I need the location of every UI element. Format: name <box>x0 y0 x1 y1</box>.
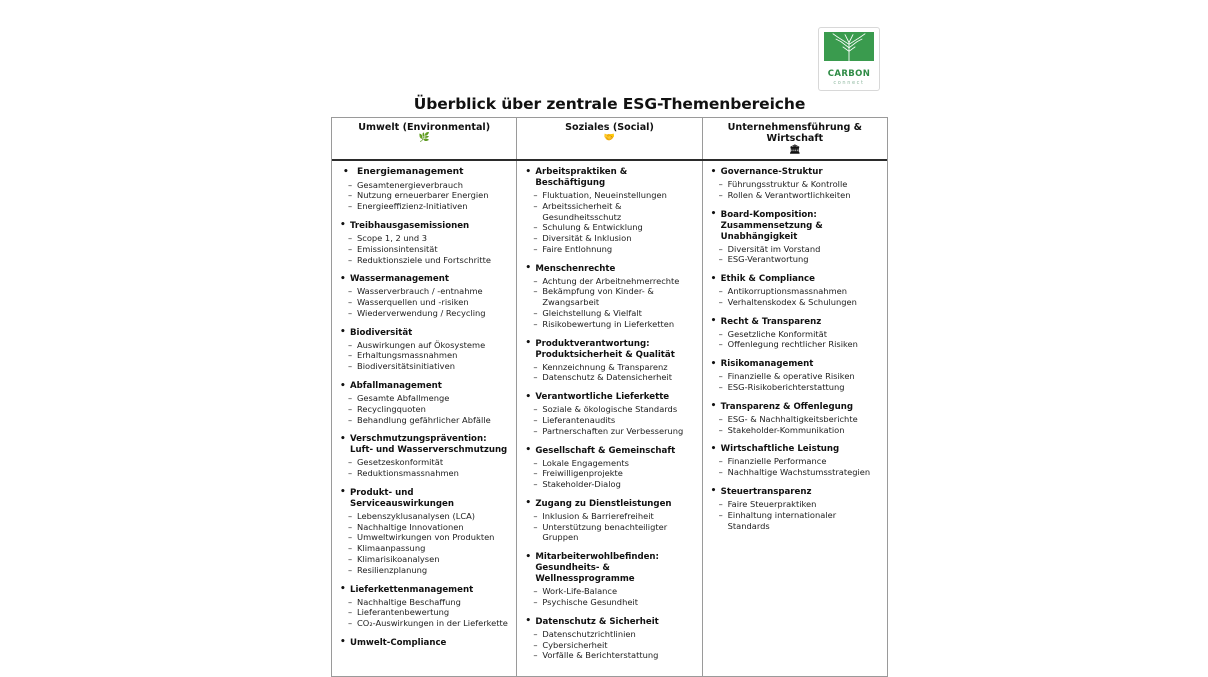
bullet-icon: • <box>340 380 346 391</box>
topic-group <box>710 487 880 531</box>
topic-subitem: – Arbeitssicherheit & Gesundheitsschutz <box>533 200 622 222</box>
topic-subitem: – Wiederverwendung / Recycling <box>348 307 486 318</box>
dash-icon: – <box>718 424 723 435</box>
dash-icon: – <box>718 243 723 254</box>
topic-title: • Produkt- und Serviceauswirkungen <box>340 487 454 509</box>
bullet-icon: • <box>343 166 349 177</box>
topic-group <box>710 317 880 351</box>
topic-title: • Ethik & Compliance <box>710 273 815 285</box>
bullet-icon: • <box>710 209 717 220</box>
dash-icon: – <box>718 189 723 200</box>
topic-subitem: – Führungsstruktur & Kontrolle <box>718 179 848 189</box>
logo-tagline: connect <box>833 80 865 86</box>
topic-subitem: – ESG- & Nachhaltigkeitsberichte <box>718 413 858 424</box>
bullet-icon: • <box>710 273 717 284</box>
topic-title: • Board-Komposition: Zusammensetzung & Unabhängigkeit <box>710 209 823 242</box>
dash-icon: – <box>348 201 353 212</box>
dash-icon: – <box>533 275 538 286</box>
topic-subitem: – Finanzielle & operative Risiken <box>718 371 855 382</box>
column-environmental <box>332 161 516 676</box>
dash-icon: – <box>348 543 353 554</box>
dash-icon: – <box>718 382 723 393</box>
table-body <box>332 161 887 676</box>
topic-title: • Verschmutzungsprävention: Luft- und Wasserverschmutzung <box>340 433 508 456</box>
dash-icon: – <box>348 361 353 372</box>
bullet-icon: • <box>710 401 717 412</box>
topic-group <box>710 167 880 201</box>
esg-topics-table <box>331 117 888 677</box>
column-header-environmental-label: Umwelt (Environmental) <box>358 122 491 133</box>
bullet-icon: • <box>340 433 346 444</box>
topic-subitem: – Fluktuation, Neueinstellungen <box>533 190 667 200</box>
topic-subitem: – Lokale Engagements <box>533 457 629 468</box>
topic-subitem: – Achtung der Arbeitnehmerrechte <box>533 275 680 286</box>
carbon-connect-logo <box>818 27 880 91</box>
dash-icon: – <box>348 521 353 532</box>
column-governance <box>702 161 887 676</box>
topic-subitem: – Datenschutzrichtlinien <box>533 628 636 639</box>
column-header-governance-label: Unternehmensführung & Wirtschaft <box>727 122 863 145</box>
dash-icon: – <box>348 339 353 350</box>
dash-icon: – <box>533 650 538 661</box>
dash-icon: – <box>348 393 353 403</box>
bullet-icon: • <box>340 220 346 231</box>
dash-icon: – <box>718 328 723 339</box>
topic-title: • Menschenrechte <box>525 263 616 274</box>
dash-icon: – <box>718 339 723 350</box>
topic-title: • Transparenz & Offenlegung <box>710 401 853 412</box>
dash-icon: – <box>718 456 723 467</box>
column-header-environmental <box>332 118 516 159</box>
topic-subitem: – Gesamte Abfallmenge <box>348 393 450 403</box>
dash-icon: – <box>533 361 538 372</box>
dash-icon: – <box>533 200 538 211</box>
topic-title: • Energiemanagement <box>343 166 464 177</box>
topic-subitem: – Umweltwirkungen von Produkten <box>348 532 495 543</box>
dash-icon: – <box>348 403 353 414</box>
topic-title: • Lieferkettenmanagement <box>340 584 474 595</box>
bullet-icon: • <box>525 551 532 562</box>
bullet-icon: • <box>525 166 532 177</box>
topic-group <box>524 446 694 490</box>
topic-title: • Biodiversität <box>340 327 413 338</box>
bullet-icon: • <box>525 445 532 455</box>
topic-group <box>710 402 880 436</box>
topic-title: • Recht & Transparenz <box>710 316 822 327</box>
topic-subitem: – Faire Entlohnung <box>533 243 613 254</box>
government-building-icon: 🏛 <box>789 144 801 155</box>
topic-subitem: – ESG-Risikoberichterstattung <box>718 382 845 393</box>
topic-subitem: – Antikorruptionsmassnahmen <box>718 286 848 297</box>
handshake-icon: 🤝 <box>603 133 616 144</box>
topic-group <box>339 328 509 372</box>
topic-subitem: – Bekämpfung von Kinder- & Zwangsarbeit <box>533 286 654 308</box>
dash-icon: – <box>533 457 538 468</box>
dash-icon: – <box>533 372 538 383</box>
dash-icon: – <box>348 190 353 201</box>
bullet-icon: • <box>340 637 346 648</box>
topic-subitem: – Behandlung gefährlicher Abfälle <box>348 414 491 425</box>
topic-subitem: – Energieeffizienz-Initiativen <box>348 201 468 212</box>
topic-subitem: – Wasserquellen und -risiken <box>348 297 469 308</box>
page-title: Überblick über zentrale ESG-Themenbereiche <box>413 95 806 113</box>
topic-group <box>524 339 694 384</box>
topic-subitem: – Rollen & Verantwortlichkeiten <box>718 189 851 200</box>
topic-subitem: – Gesetzliche Konformität <box>718 328 827 339</box>
dash-icon: – <box>348 564 353 575</box>
topic-subitem: – Partnerschaften zur Verbesserung <box>533 425 684 436</box>
topic-group <box>524 167 694 255</box>
bullet-icon: • <box>340 273 346 284</box>
topic-group <box>524 392 694 436</box>
topic-title: • Treibhausgasemissionen <box>340 220 470 231</box>
bullet-icon: • <box>525 338 532 349</box>
topic-subitem: – Cybersicherheit <box>533 639 608 650</box>
topic-group <box>524 264 694 330</box>
topic-group <box>339 221 509 265</box>
topic-subitem: – Klimaanpassung <box>348 543 426 554</box>
topic-title: • Produktverantwortung: Produktsicherheit & Qualität <box>525 338 675 360</box>
topic-title: • Steuertransparenz <box>710 486 812 497</box>
dash-icon: – <box>348 179 353 190</box>
topic-subitem: – Psychische Gesundheit <box>533 596 638 607</box>
bullet-icon: • <box>340 327 346 338</box>
topic-group <box>339 381 509 425</box>
topic-subitem: – Einhaltung internationaler Standards <box>718 509 837 531</box>
topic-group <box>339 167 509 212</box>
dash-icon: – <box>718 509 723 520</box>
topic-subitem: – Nachhaltige Innovationen <box>348 521 464 532</box>
topic-group <box>710 274 880 308</box>
dash-icon: – <box>533 425 538 436</box>
topic-subitem: – Reduktionsziele und Fortschritte <box>348 254 491 265</box>
dash-icon: – <box>718 498 723 509</box>
topic-subitem: – Kennzeichnung & Transparenz <box>533 361 668 372</box>
topic-title: • Wassermanagement <box>340 273 449 285</box>
dash-icon: – <box>533 639 538 650</box>
dash-icon: – <box>533 596 538 607</box>
topic-subitem: – Gesamtenergieverbrauch <box>348 179 463 190</box>
topic-subitem: – CO₂-Auswirkungen in der Lieferkette <box>348 618 508 629</box>
bullet-icon: • <box>710 166 717 177</box>
bullet-icon: • <box>525 391 532 402</box>
topic-subitem: – Lebenszyklusanalysen (LCA) <box>348 510 476 521</box>
dash-icon: – <box>348 532 353 543</box>
dash-icon: – <box>348 243 353 254</box>
dash-icon: – <box>533 190 538 200</box>
dash-icon: – <box>533 586 538 597</box>
dash-icon: – <box>533 414 538 425</box>
table-header-row <box>332 118 887 161</box>
topic-subitem: – Verhaltenskodex & Schulungen <box>718 296 857 307</box>
topic-subitem: – Wasserverbrauch / -entnahme <box>348 286 483 297</box>
topic-subitem: – Offenlegung rechtlicher Risiken <box>718 339 858 350</box>
topic-subitem: – Risikobewertung in Lieferketten <box>533 318 675 329</box>
bullet-icon: • <box>710 486 717 497</box>
topic-subitem: – Nutzung erneuerbarer Energien <box>348 190 489 201</box>
dash-icon: – <box>348 596 353 607</box>
dash-icon: – <box>348 232 353 243</box>
dash-icon: – <box>718 413 723 424</box>
topic-subitem: – Erhaltungsmassnahmen <box>348 350 458 361</box>
dash-icon: – <box>533 404 538 415</box>
topic-subitem: – Scope 1, 2 und 3 <box>348 232 428 243</box>
topic-subitem: – Nachhaltige Beschaffung <box>348 596 461 607</box>
topic-subitem: – Emissionsintensität <box>348 243 438 254</box>
dash-icon: – <box>533 222 538 233</box>
dash-icon: – <box>348 254 353 265</box>
topic-group <box>339 638 509 649</box>
topic-title: • Umwelt-Compliance <box>340 637 447 648</box>
topic-group <box>710 359 880 393</box>
topic-subitem: – Nachhaltige Wachstumsstrategien <box>718 467 871 478</box>
dash-icon: – <box>533 243 538 254</box>
column-header-social-label: Soziales (Social) <box>565 122 654 133</box>
dash-icon: – <box>718 254 723 265</box>
topic-group <box>339 488 509 576</box>
topic-subitem: – Reduktionsmassnahmen <box>348 468 459 479</box>
topic-subitem: – Auswirkungen auf Ökosysteme <box>348 339 486 350</box>
topic-group <box>524 617 694 661</box>
dash-icon: – <box>533 521 538 532</box>
dash-icon: – <box>348 297 353 308</box>
topic-title: • Mitarbeiterwohlbefinden: Gesundheits- & Wellnessprogramme <box>525 551 659 585</box>
column-social <box>516 161 701 676</box>
dash-icon: – <box>348 468 353 479</box>
logo-brand: CARBON <box>827 69 871 79</box>
dash-icon: – <box>348 307 353 318</box>
topic-group <box>339 434 509 479</box>
dash-icon: – <box>348 286 353 297</box>
topic-subitem: – Gesetzeskonformität <box>348 457 444 468</box>
topic-subitem: – Diversität & Inklusion <box>533 233 632 244</box>
bullet-icon: • <box>525 498 532 509</box>
dash-icon: – <box>533 628 538 639</box>
tree-icon <box>824 32 874 61</box>
bullet-icon: • <box>525 263 532 274</box>
topic-subitem: – Resilienzplanung <box>348 564 428 575</box>
dash-icon: – <box>533 308 538 319</box>
bullet-icon: • <box>710 443 717 454</box>
topic-subitem: – Vorfälle & Berichterstattung <box>533 650 659 661</box>
topic-subitem: – ESG-Verantwortung <box>718 254 809 265</box>
topic-title: • Zugang zu Dienstleistungen <box>525 498 672 509</box>
topic-title: • Risikomanagement <box>710 358 814 370</box>
dash-icon: – <box>348 457 353 468</box>
topic-title: • Wirtschaftliche Leistung <box>710 443 840 455</box>
topic-title: • Governance-Struktur <box>710 166 823 177</box>
bullet-icon: • <box>340 487 346 498</box>
herb-leaf-icon: 🌿 <box>418 133 430 144</box>
topic-group <box>524 499 694 543</box>
column-header-social <box>516 118 701 159</box>
topic-subitem: – Freiwilligenprojekte <box>533 468 623 479</box>
topic-subitem: – Lieferantenbewertung <box>348 607 450 618</box>
topic-title: • Arbeitspraktiken & Beschäftigung <box>525 166 628 188</box>
logo-inner <box>824 32 874 86</box>
topic-subitem: – Finanzielle Performance <box>718 456 827 467</box>
topic-group <box>339 585 509 629</box>
topic-subitem: – Inklusion & Barrierefreiheit <box>533 510 654 521</box>
topic-subitem: – Klimarisikoanalysen <box>348 554 440 565</box>
dash-icon: – <box>718 286 723 297</box>
topic-subitem: – Recyclingquoten <box>348 403 426 414</box>
topic-title: • Datenschutz & Sicherheit <box>525 616 659 627</box>
dash-icon: – <box>348 350 353 361</box>
dash-icon: – <box>533 510 538 521</box>
topic-subitem: – Unterstützung benachteiligter Gruppen <box>533 521 668 543</box>
topic-group <box>710 210 880 266</box>
dash-icon: – <box>348 414 353 425</box>
dash-icon: – <box>718 467 723 478</box>
logo-wordmark <box>824 61 874 86</box>
topic-title: • Abfallmanagement <box>340 380 442 391</box>
topic-subitem: – Stakeholder-Kommunikation <box>718 424 845 435</box>
topic-group <box>710 444 880 478</box>
topic-subitem: – Stakeholder-Dialog <box>533 479 621 490</box>
topic-subitem: – Lieferantenaudits <box>533 414 616 425</box>
bullet-icon: • <box>710 358 717 369</box>
dash-icon: – <box>348 618 353 629</box>
topic-subitem: – Gleichstellung & Vielfalt <box>533 308 642 319</box>
dash-icon: – <box>718 179 723 189</box>
topic-subitem: – Datenschutz & Datensicherheit <box>533 372 672 383</box>
dash-icon: – <box>533 286 538 297</box>
topic-subitem: – Diversität im Vorstand <box>718 243 821 254</box>
dash-icon: – <box>533 479 538 490</box>
dash-icon: – <box>348 607 353 618</box>
topic-title: • Verantwortliche Lieferkette <box>525 391 670 403</box>
dash-icon: – <box>533 233 538 244</box>
dash-icon: – <box>533 468 538 479</box>
topic-title: • Gesellschaft & Gemeinschaft <box>525 445 676 456</box>
topic-subitem: – Faire Steuerpraktiken <box>718 498 817 509</box>
bullet-icon: • <box>525 616 532 627</box>
topic-subitem: – Biodiversitätsinitiativen <box>348 361 455 372</box>
dash-icon: – <box>348 554 353 565</box>
dash-icon: – <box>718 296 723 307</box>
bullet-icon: • <box>340 584 346 595</box>
topic-subitem: – Work-Life-Balance <box>533 586 618 597</box>
column-header-governance <box>702 118 887 159</box>
topic-subitem: – Schulung & Entwicklung <box>533 222 643 233</box>
bullet-icon: • <box>710 316 717 327</box>
dash-icon: – <box>533 318 538 329</box>
dash-icon: – <box>348 510 353 521</box>
topic-group <box>339 274 509 318</box>
topic-subitem: – Soziale & ökologische Standards <box>533 404 678 415</box>
dash-icon: – <box>718 371 723 382</box>
topic-group <box>524 552 694 608</box>
